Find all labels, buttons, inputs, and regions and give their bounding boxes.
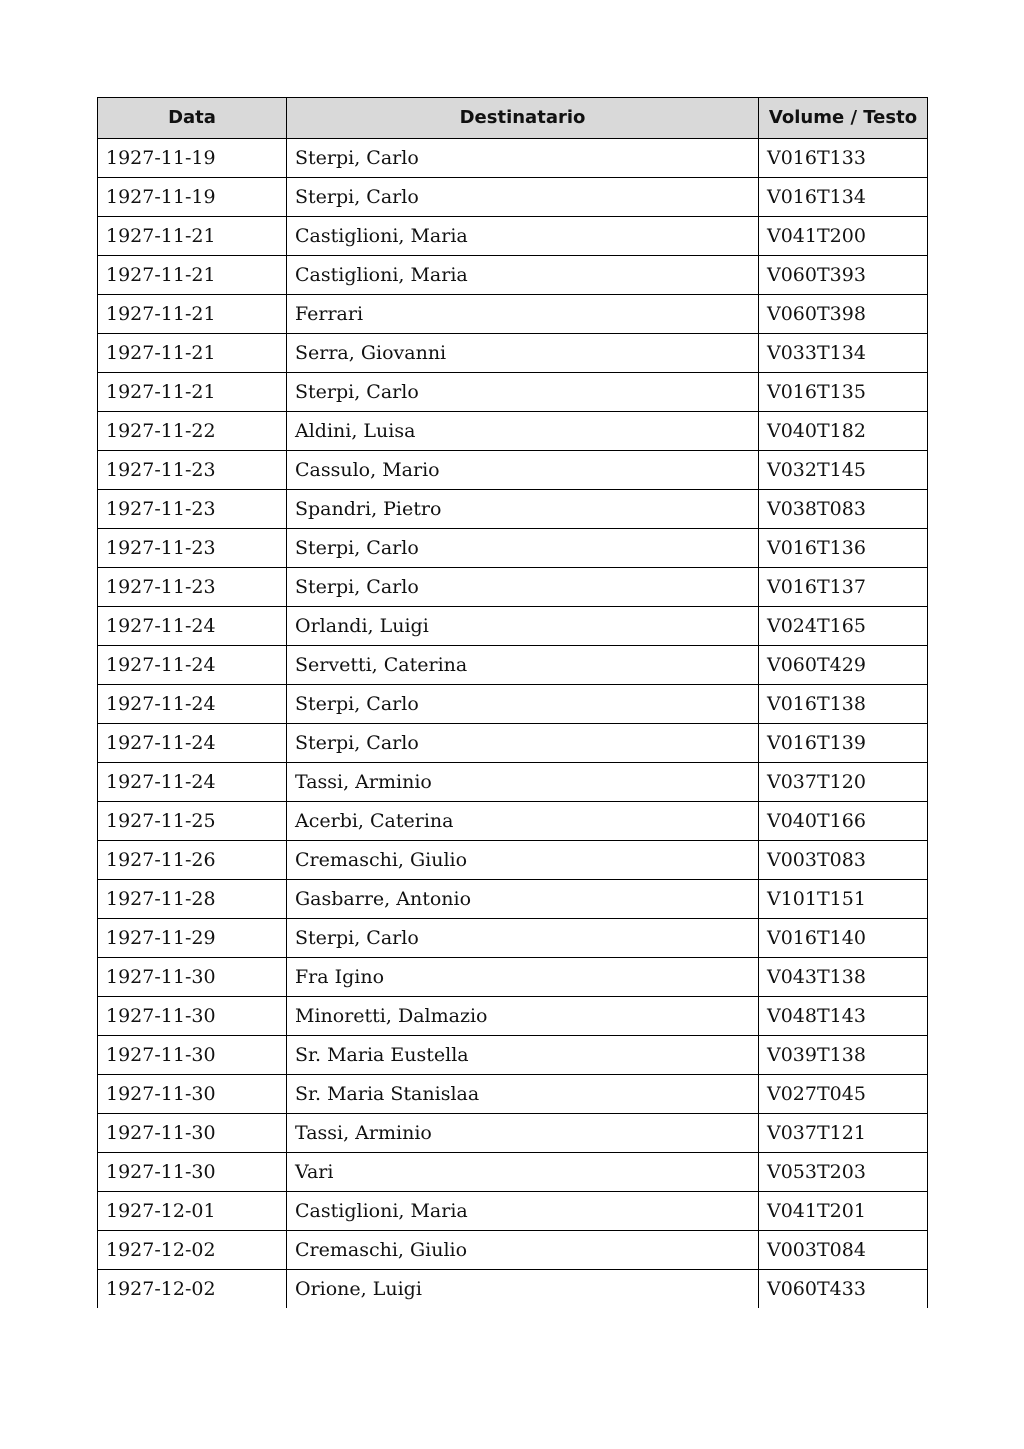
cell-recipient: Tassi, Arminio [287, 763, 759, 802]
cell-volume: V060T429 [759, 646, 928, 685]
cell-recipient: Orione, Luigi [287, 1270, 759, 1309]
cell-volume: V037T120 [759, 763, 928, 802]
table-row [98, 763, 928, 802]
cell-volume: V027T045 [759, 1075, 928, 1114]
cell-recipient: Tassi, Arminio [287, 1114, 759, 1153]
table-row [98, 1153, 928, 1192]
table-row [98, 724, 928, 763]
cell-recipient: Sterpi, Carlo [287, 685, 759, 724]
table-row [98, 217, 928, 256]
cell-date: 1927-11-24 [98, 763, 287, 802]
cell-date: 1927-11-30 [98, 1114, 287, 1153]
table-row [98, 529, 928, 568]
cell-volume: V016T135 [759, 373, 928, 412]
cell-date: 1927-12-01 [98, 1192, 287, 1231]
table-row [98, 139, 928, 178]
table-row [98, 178, 928, 217]
cell-recipient: Serra, Giovanni [287, 334, 759, 373]
cell-date: 1927-11-29 [98, 919, 287, 958]
table-header [98, 98, 928, 139]
cell-date: 1927-11-30 [98, 997, 287, 1036]
header-row [98, 98, 928, 139]
cell-recipient: Castiglioni, Maria [287, 256, 759, 295]
cell-recipient: Servetti, Caterina [287, 646, 759, 685]
header-date: Data [98, 98, 287, 139]
cell-date: 1927-11-30 [98, 1075, 287, 1114]
cell-date: 1927-11-23 [98, 568, 287, 607]
cell-date: 1927-12-02 [98, 1231, 287, 1270]
cell-volume: V043T138 [759, 958, 928, 997]
cell-recipient: Sterpi, Carlo [287, 373, 759, 412]
cell-recipient: Cremaschi, Giulio [287, 1231, 759, 1270]
cell-date: 1927-12-02 [98, 1270, 287, 1309]
cell-volume: V048T143 [759, 997, 928, 1036]
cell-volume: V038T083 [759, 490, 928, 529]
cell-recipient: Cremaschi, Giulio [287, 841, 759, 880]
letters-table [97, 97, 928, 1308]
cell-recipient: Minoretti, Dalmazio [287, 997, 759, 1036]
cell-date: 1927-11-28 [98, 880, 287, 919]
cell-date: 1927-11-24 [98, 685, 287, 724]
table-row [98, 880, 928, 919]
table-row [98, 256, 928, 295]
cell-recipient: Sr. Maria Eustella [287, 1036, 759, 1075]
cell-volume: V039T138 [759, 1036, 928, 1075]
cell-recipient: Gasbarre, Antonio [287, 880, 759, 919]
cell-recipient: Sterpi, Carlo [287, 178, 759, 217]
cell-volume: V003T084 [759, 1231, 928, 1270]
cell-date: 1927-11-24 [98, 607, 287, 646]
cell-volume: V037T121 [759, 1114, 928, 1153]
cell-volume: V024T165 [759, 607, 928, 646]
table-row [98, 1192, 928, 1231]
cell-volume: V040T182 [759, 412, 928, 451]
cell-volume: V016T133 [759, 139, 928, 178]
table-row [98, 451, 928, 490]
cell-date: 1927-11-23 [98, 490, 287, 529]
cell-recipient: Aldini, Luisa [287, 412, 759, 451]
cell-volume: V016T140 [759, 919, 928, 958]
cell-date: 1927-11-25 [98, 802, 287, 841]
cell-date: 1927-11-21 [98, 334, 287, 373]
cell-volume: V016T134 [759, 178, 928, 217]
table-row [98, 802, 928, 841]
table-row [98, 997, 928, 1036]
cell-volume: V033T134 [759, 334, 928, 373]
cell-recipient: Fra Igino [287, 958, 759, 997]
table-row [98, 685, 928, 724]
cell-date: 1927-11-23 [98, 451, 287, 490]
cell-volume: V016T138 [759, 685, 928, 724]
cell-volume: V040T166 [759, 802, 928, 841]
cell-volume: V060T393 [759, 256, 928, 295]
cell-date: 1927-11-21 [98, 256, 287, 295]
cell-volume: V041T201 [759, 1192, 928, 1231]
cell-recipient: Sterpi, Carlo [287, 139, 759, 178]
cell-volume: V060T398 [759, 295, 928, 334]
cell-date: 1927-11-22 [98, 412, 287, 451]
cell-date: 1927-11-26 [98, 841, 287, 880]
cell-date: 1927-11-21 [98, 217, 287, 256]
cell-recipient: Vari [287, 1153, 759, 1192]
cell-date: 1927-11-24 [98, 724, 287, 763]
table-row [98, 958, 928, 997]
cell-volume: V016T137 [759, 568, 928, 607]
table-row [98, 1231, 928, 1270]
cell-date: 1927-11-30 [98, 958, 287, 997]
cell-date: 1927-11-30 [98, 1153, 287, 1192]
cell-recipient: Sr. Maria Stanislaa [287, 1075, 759, 1114]
cell-volume: V101T151 [759, 880, 928, 919]
cell-date: 1927-11-30 [98, 1036, 287, 1075]
cell-date: 1927-11-19 [98, 178, 287, 217]
cell-recipient: Acerbi, Caterina [287, 802, 759, 841]
table-row [98, 490, 928, 529]
cell-recipient: Sterpi, Carlo [287, 724, 759, 763]
cell-date: 1927-11-21 [98, 373, 287, 412]
table-row [98, 334, 928, 373]
cell-volume: V060T433 [759, 1270, 928, 1309]
table-row [98, 1114, 928, 1153]
cell-date: 1927-11-19 [98, 139, 287, 178]
table-row [98, 295, 928, 334]
cell-volume: V053T203 [759, 1153, 928, 1192]
table-body [98, 139, 928, 1309]
cell-recipient: Orlandi, Luigi [287, 607, 759, 646]
cell-date: 1927-11-23 [98, 529, 287, 568]
table-row [98, 919, 928, 958]
cell-recipient: Ferrari [287, 295, 759, 334]
table-row [98, 412, 928, 451]
table-row [98, 841, 928, 880]
cell-recipient: Castiglioni, Maria [287, 217, 759, 256]
header-volume: Volume / Testo [759, 98, 928, 139]
table-row [98, 373, 928, 412]
cell-volume: V003T083 [759, 841, 928, 880]
table-row [98, 1075, 928, 1114]
table-row [98, 646, 928, 685]
cell-date: 1927-11-21 [98, 295, 287, 334]
cell-recipient: Sterpi, Carlo [287, 529, 759, 568]
cell-volume: V016T139 [759, 724, 928, 763]
cell-date: 1927-11-24 [98, 646, 287, 685]
cell-volume: V016T136 [759, 529, 928, 568]
cell-recipient: Castiglioni, Maria [287, 1192, 759, 1231]
cell-recipient: Sterpi, Carlo [287, 568, 759, 607]
table-row [98, 1270, 928, 1309]
cell-volume: V032T145 [759, 451, 928, 490]
table-row [98, 568, 928, 607]
table-row [98, 607, 928, 646]
table-row [98, 1036, 928, 1075]
cell-volume: V041T200 [759, 217, 928, 256]
cell-recipient: Sterpi, Carlo [287, 919, 759, 958]
header-recipient: Destinatario [287, 98, 759, 139]
cell-recipient: Spandri, Pietro [287, 490, 759, 529]
cell-recipient: Cassulo, Mario [287, 451, 759, 490]
